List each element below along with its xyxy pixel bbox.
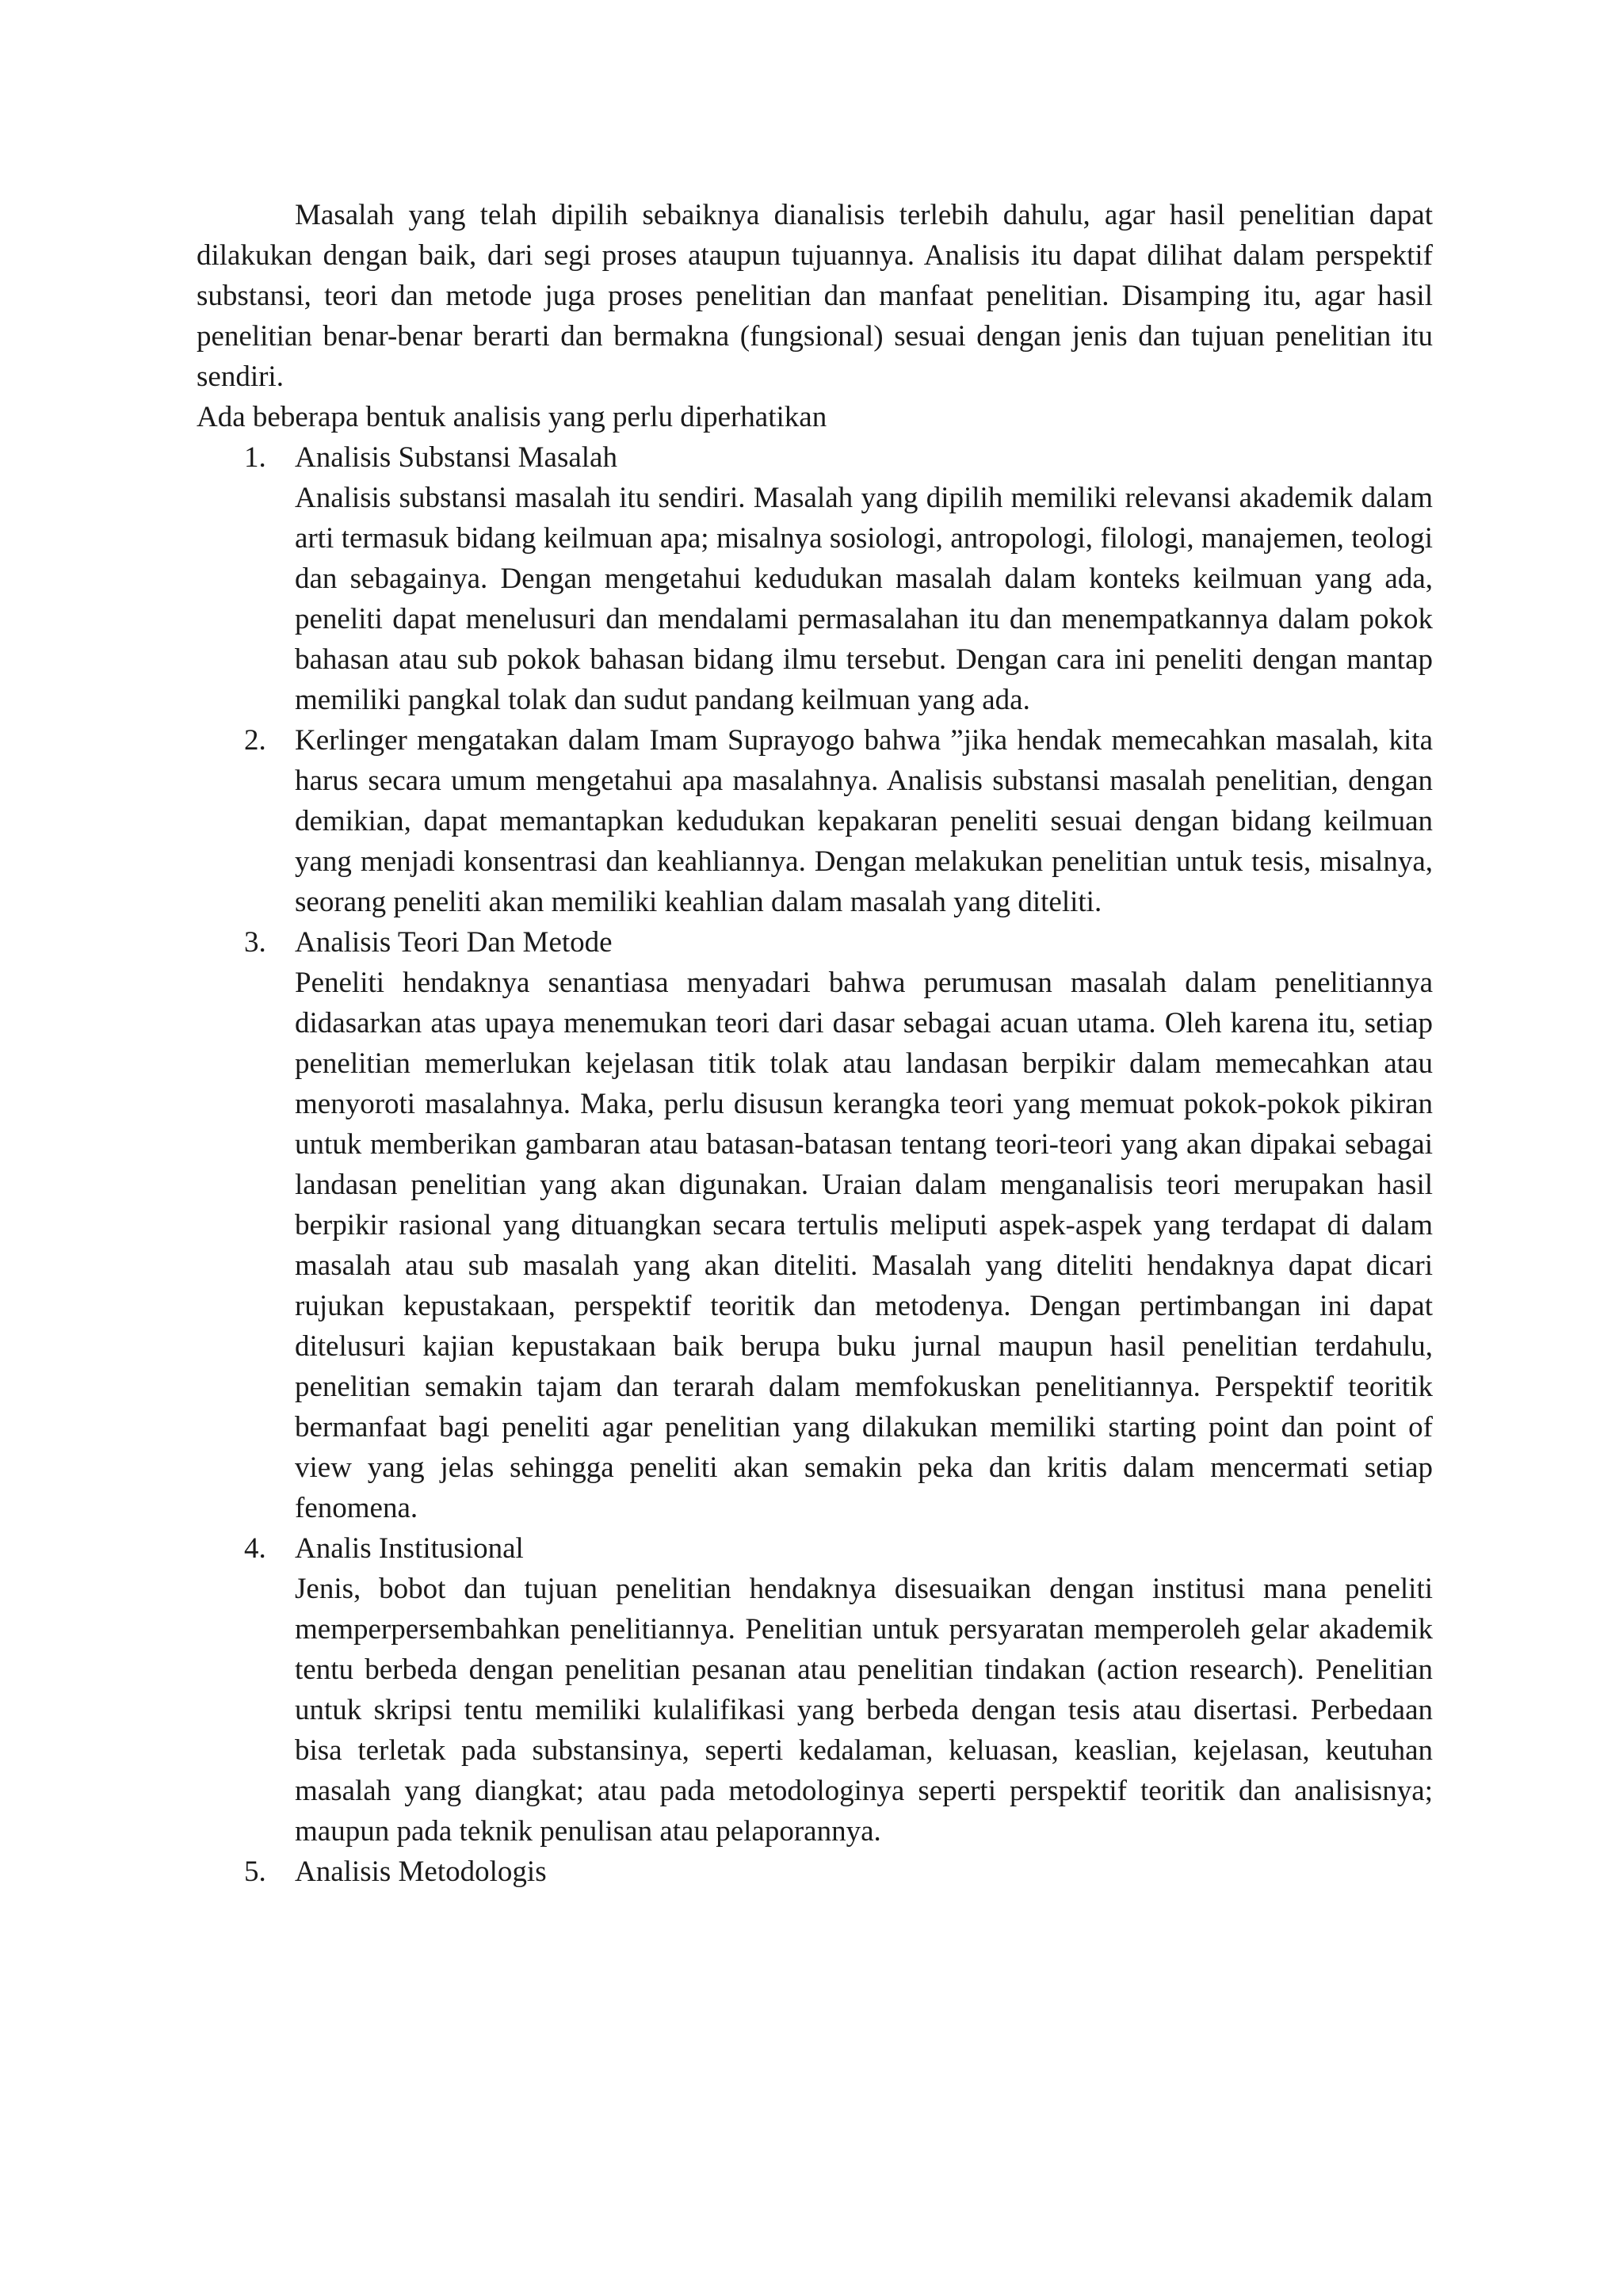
document-page [197,195,1433,1892]
list-item [197,922,1433,1528]
list-item-number: 5. [244,1855,266,1888]
list-item-title: Analis Institusional [295,1532,524,1565]
analysis-list [197,437,1433,1892]
list-item-body: Kerlinger mengatakan dalam Imam Suprayogo bahwa ”jika hendak memecahkan masalah, kita harus secara umum mengetahui apa masalahnya. Analisis substansi masalah penelitian, dengan demikian, dapat memantapkan kedudukan kepakaran peneliti sesuai dengan bidang keilmuan yang menjadi konsentrasi dan keahliannya. Dengan melakukan penelitian untuk tesis, misalnya, seorang peneliti akan memiliki keahlian dalam masalah yang diteliti. [295,724,1433,918]
list-item-body: Peneliti hendaknya senantiasa menyadari bahwa perumusan masalah dalam penelitiannya didasarkan atas upaya menemukan teori dari dasar sebagai acuan utama. Oleh karena itu, setiap penelitian memerlukan kejelasan titik tolak atau landasan berpikir dalam memecahkan atau menyoroti masalahnya. Maka, perlu disusun kerangka teori yang memuat pokok-pokok pikiran untuk memberikan gambaran atau batasan-batasan tentang teori-teori yang akan dipakai sebagai landasan penelitian yang akan digunakan. Uraian dalam menganalisis teori merupakan hasil berpikir rasional yang dituangkan secara tertulis meliputi aspek-aspek yang terdapat di dalam masalah atau sub masalah yang akan diteliti. Masalah yang diteliti hendaknya dapat dicari rujukan kepustakaan, perspektif teoritik dan metodenya. Dengan pertimbangan ini dapat ditelusuri kajian kepustakaan baik berupa buku jurnal maupun hasil penelitian terdahulu, penelitian semakin tajam dan terarah dalam memfokuskan penelitiannya. Perspektif teoritik bermanfaat bagi peneliti agar penelitian yang dilakukan memiliki starting point dan point of view yang jelas sehingga peneliti akan semakin peka dan kritis dalam mencermati setiap fenomena. [295,967,1433,1524]
list-item-title: Analisis Teori Dan Metode [295,926,613,959]
list-item-title: Analisis Substansi Masalah [295,441,617,474]
list-item-number: 2. [244,724,266,757]
list-item-number: 1. [244,441,266,474]
intro-paragraph: Masalah yang telah dipilih sebaiknya dianalisis terlebih dahulu, agar hasil penelitian dapat dilakukan dengan baik, dari segi proses ataupun tujuannya. Analisis itu dapat dilihat dalam perspektif substansi, teori dan metode juga proses penelitian dan manfaat penelitian. Disamping itu, agar hasil penelitian benar-benar berarti dan bermakna (fungsional) sesuai dengan jenis dan tujuan penelitian itu sendiri. [197,199,1433,393]
list-intro: Ada beberapa bentuk analisis yang perlu diperhatikan [197,401,827,433]
list-item [197,1852,1433,1892]
list-item [197,437,1433,720]
list-item-body: Analisis substansi masalah itu sendiri. Masalah yang dipilih memiliki relevansi akademik dalam arti termasuk bidang keilmuan apa; misalnya sosiologi, antropologi, filologi, manajemen, teologi dan sebagainya. Dengan mengetahui kedudukan masalah dalam konteks keilmuan yang ada, peneliti dapat menelusuri dan mendalami permasalahan itu dan menempatkannya dalam pokok bahasan atau sub pokok bahasan bidang ilmu tersebut. Dengan cara ini peneliti dengan mantap memiliki pangkal tolak dan sudut pandang keilmuan yang ada. [295,482,1433,716]
list-item-body: Jenis, bobot dan tujuan penelitian hendaknya disesuaikan dengan institusi mana peneliti memperpersembahkan penelitiannya. Penelitian untuk persyaratan memperoleh gelar akademik tentu berbeda dengan penelitian pesanan atau penelitian tindakan (action research). Penelitian untuk skripsi tentu memiliki kulalifikasi yang berbeda dengan tesis atau disertasi. Perbedaan bisa terletak pada substansinya, seperti kedalaman, keluasan, keaslian, kejelasan, keutuhan masalah yang diangkat; atau pada metodologinya seperti perspektif teoritik dan analisisnya; maupun pada teknik penulisan atau pelaporannya. [295,1573,1433,1848]
list-item-number: 4. [244,1532,266,1565]
list-item [197,1528,1433,1852]
list-item [197,720,1433,922]
list-item-number: 3. [244,926,266,959]
list-item-title: Analisis Metodologis [295,1855,547,1888]
